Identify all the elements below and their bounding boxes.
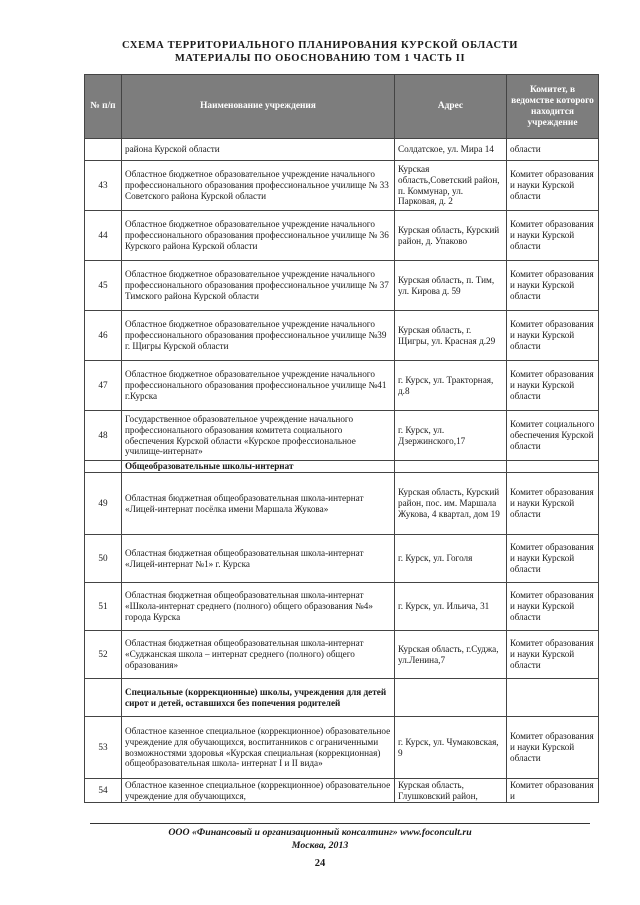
- row-number-cell: 48: [85, 411, 122, 461]
- committee-cell: Комитет образования и науки Курской области: [507, 161, 599, 211]
- institution-name-cell: Областная бюджетная общеобразовательная школа-интернат «Лицей-интернат посёлка имени Маршала Жукова»: [122, 473, 395, 535]
- address-cell: Курская область, г. Щигры, ул. Красная д.29: [395, 311, 507, 361]
- committee-cell: [507, 461, 599, 473]
- committee-cell: Комитет образования и науки Курской области: [507, 361, 599, 411]
- table-row: [85, 361, 599, 411]
- row-number-cell: 45: [85, 261, 122, 311]
- committee-cell: Комитет образования и науки Курской области: [507, 631, 599, 679]
- address-cell: Курская область, г.Суджа, ул.Ленина,7: [395, 631, 507, 679]
- institution-name-cell: Областное казенное специальное (коррекционное) образовательное учреждение для обучающихся,: [122, 779, 395, 803]
- address-cell: Курская область,Советский район, п. Коммунар, ул. Парковая, д. 2: [395, 161, 507, 211]
- institution-name-cell: Государственное образовательное учреждение начального профессионального образования комитета социального обеспечения Курской области «Курское профессиональное училище-интернат»: [122, 411, 395, 461]
- col-header-num: № п/п: [85, 75, 122, 139]
- col-header-committee: Комитет, в ведомстве которого находится учреждение: [507, 75, 599, 139]
- committee-cell: Комитет образования и науки Курской области: [507, 717, 599, 779]
- address-cell: Курская область, п. Тим, ул. Кирова д. 59: [395, 261, 507, 311]
- row-number-cell: [85, 461, 122, 473]
- table-row: [85, 583, 599, 631]
- table-section-row: [85, 679, 599, 717]
- address-cell: г. Курск, ул. Ильича, 31: [395, 583, 507, 631]
- section-title-cell: Общеобразовательные школы-интернат: [122, 461, 395, 473]
- institution-name-cell: Областное казенное специальное (коррекционное) образовательное учреждение для обучающихся, воспитанников с ограниченными возможностями здоровья «Курская специальная (коррекционная) общеобразовательная школа- интернат I и II вида»: [122, 717, 395, 779]
- table-row: [85, 631, 599, 679]
- table-row: [85, 211, 599, 261]
- table-row: [85, 535, 599, 583]
- address-cell: Курская область, Курский район, пос. им. Маршала Жукова, 4 квартал, дом 19: [395, 473, 507, 535]
- committee-cell: Комитет образования и науки Курской области: [507, 535, 599, 583]
- table-row: [85, 311, 599, 361]
- row-number-cell: 47: [85, 361, 122, 411]
- institutions-table: [84, 74, 599, 803]
- row-number-cell: 49: [85, 473, 122, 535]
- row-number-cell: 46: [85, 311, 122, 361]
- committee-cell: Комитет образования и науки Курской области: [507, 473, 599, 535]
- page-number: 24: [314, 858, 326, 869]
- footer-rule: [90, 823, 590, 824]
- table-row: [85, 779, 599, 803]
- document-title: СХЕМА ТЕРРИТОРИАЛЬНОГО ПЛАНИРОВАНИЯ КУРСКОЙ ОБЛАСТИ: [121, 40, 519, 51]
- committee-cell: Комитет образования и: [507, 779, 599, 803]
- row-number-cell: 51: [85, 583, 122, 631]
- address-cell: г. Курск, ул. Чумаковская, 9: [395, 717, 507, 779]
- document-subtitle: МАТЕРИАЛЫ ПО ОБОСНОВАНИЮ ТОМ 1 ЧАСТЬ II: [174, 53, 466, 64]
- row-number-cell: [85, 139, 122, 161]
- table-section-row: [85, 461, 599, 473]
- institution-name-cell: Областное бюджетное образовательное учреждение начального профессионального образования профессиональное училище №41 г.Курска: [122, 361, 395, 411]
- section-title-cell: Специальные (коррекционные) школы, учреждения для детей сирот и детей, оставшихся без попечения родителей: [122, 679, 395, 717]
- row-number-cell: [85, 679, 122, 717]
- institution-name-cell: Областная бюджетная общеобразовательная школа-интернат «Школа-интернат среднего (полного) общего образования №4» города Курска: [122, 583, 395, 631]
- committee-cell: Комитет образования и науки Курской области: [507, 583, 599, 631]
- footer-city-year: Москва, 2013: [291, 840, 349, 851]
- institution-name-cell: Областное бюджетное образовательное учреждение начального профессионального образования профессиональное училище № 36 Курского района Курской области: [122, 211, 395, 261]
- institution-name-cell: района Курской области: [122, 139, 395, 161]
- row-number-cell: 54: [85, 779, 122, 803]
- table-row: [85, 261, 599, 311]
- table-row: [85, 473, 599, 535]
- institution-name-cell: Областная бюджетная общеобразовательная школа-интернат «Лицей-интернат №1» г. Курска: [122, 535, 395, 583]
- table-row: [85, 161, 599, 211]
- committee-cell: Комитет образования и науки Курской области: [507, 311, 599, 361]
- address-cell: Солдатское, ул. Мира 14: [395, 139, 507, 161]
- committee-cell: Комитет социального обеспечения Курской области: [507, 411, 599, 461]
- row-number-cell: 53: [85, 717, 122, 779]
- row-number-cell: 52: [85, 631, 122, 679]
- row-number-cell: 43: [85, 161, 122, 211]
- address-cell: г. Курск, ул. Гоголя: [395, 535, 507, 583]
- table-header-row: [85, 75, 599, 139]
- address-cell: [395, 679, 507, 717]
- committee-cell: области: [507, 139, 599, 161]
- footer-company: ООО «Финансовый и организационный консалтинг» www.foconcult.ru: [168, 827, 472, 838]
- col-header-address: Адрес: [395, 75, 507, 139]
- address-cell: Курская область, Глушковский район,: [395, 779, 507, 803]
- address-cell: г. Курск, ул. Тракторная, д.8: [395, 361, 507, 411]
- address-cell: г. Курск, ул. Дзержинского,17: [395, 411, 507, 461]
- institution-name-cell: Областное бюджетное образовательное учреждение начального профессионального образования профессиональное училище №39 г. Щигры Курской области: [122, 311, 395, 361]
- table-row: [85, 717, 599, 779]
- address-cell: Курская область, Курский район, д. Упаково: [395, 211, 507, 261]
- institution-name-cell: Областная бюджетная общеобразовательная школа-интернат «Суджанская школа – интернат среднего (полного) общего образования»: [122, 631, 395, 679]
- committee-cell: Комитет образования и науки Курской области: [507, 211, 599, 261]
- table-row: [85, 139, 599, 161]
- col-header-name: Наименование учреждения: [122, 75, 395, 139]
- row-number-cell: 50: [85, 535, 122, 583]
- committee-cell: Комитет образования и науки Курской области: [507, 261, 599, 311]
- institution-name-cell: Областное бюджетное образовательное учреждение начального профессионального образования профессиональное училище № 37 Тимского района Курской области: [122, 261, 395, 311]
- committee-cell: [507, 679, 599, 717]
- institution-name-cell: Областное бюджетное образовательное учреждение начального профессионального образования профессиональное училище № 33 Советского района Курской области: [122, 161, 395, 211]
- table-row: [85, 411, 599, 461]
- address-cell: [395, 461, 507, 473]
- row-number-cell: 44: [85, 211, 122, 261]
